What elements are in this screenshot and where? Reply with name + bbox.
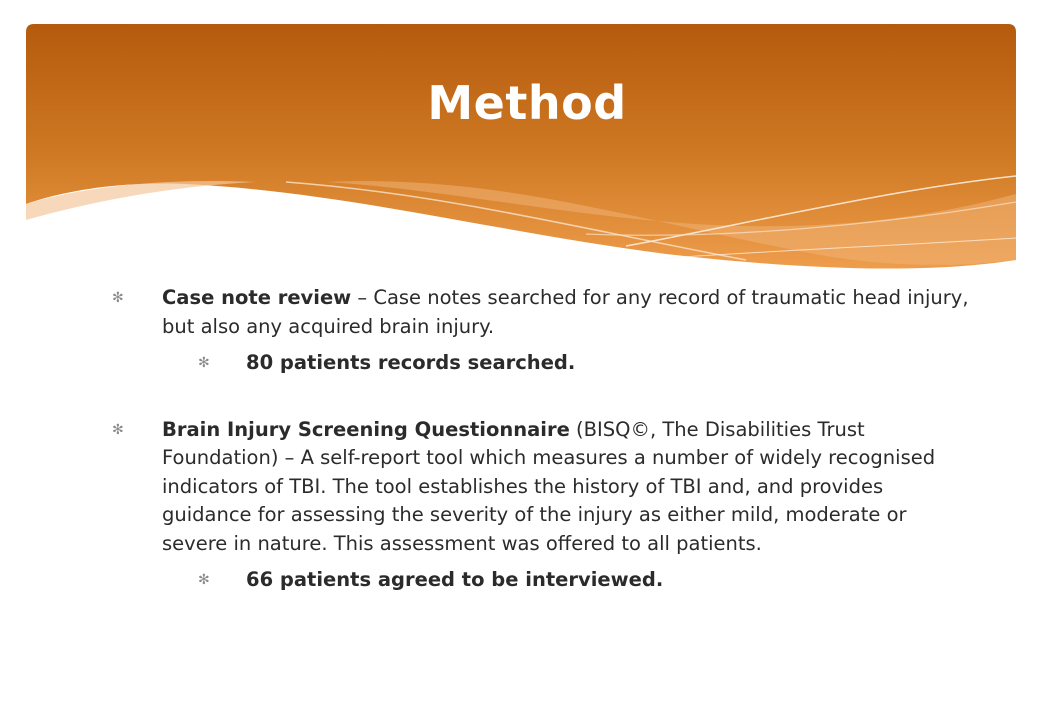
title-banner (26, 24, 1016, 274)
bullet-bisq (112, 416, 972, 559)
bullet-heading: Case note review (162, 286, 352, 309)
asterisk-bullet-icon: ✻ (198, 572, 210, 588)
bullet-case-note-review (112, 284, 972, 341)
bullet-text: – Case notes searched for any record of traumatic head injury, but also any acquired brain injury. (162, 286, 969, 338)
sub-bullet-text: 80 patients records searched. (246, 351, 576, 374)
banner-graphic (26, 24, 1016, 274)
asterisk-bullet-icon: ✻ (112, 290, 124, 306)
bullet-heading: Brain Injury Screening Questionnaire (162, 417, 570, 441)
asterisk-bullet-icon: ✻ (198, 355, 210, 371)
sub-bullet-records-searched (112, 349, 972, 378)
slide-content (112, 284, 972, 595)
asterisk-bullet-icon: ✻ (112, 421, 124, 438)
sub-bullet-text: 66 patients agreed to be interviewed. (246, 568, 664, 591)
sub-bullet-patients-interviewed (112, 566, 972, 595)
slide-title: Method (427, 76, 627, 130)
bullet-text: (BISQ©, The Disabilities Trust Foundation) – A self-report tool which measures a number of widely recognised indicators of TBI. The tool establishes the history of TBI and, and provides guidance for assessing the severity of the injury as either mild, moderate or severe in nature. This assessment was offered to all patients. (162, 417, 936, 555)
